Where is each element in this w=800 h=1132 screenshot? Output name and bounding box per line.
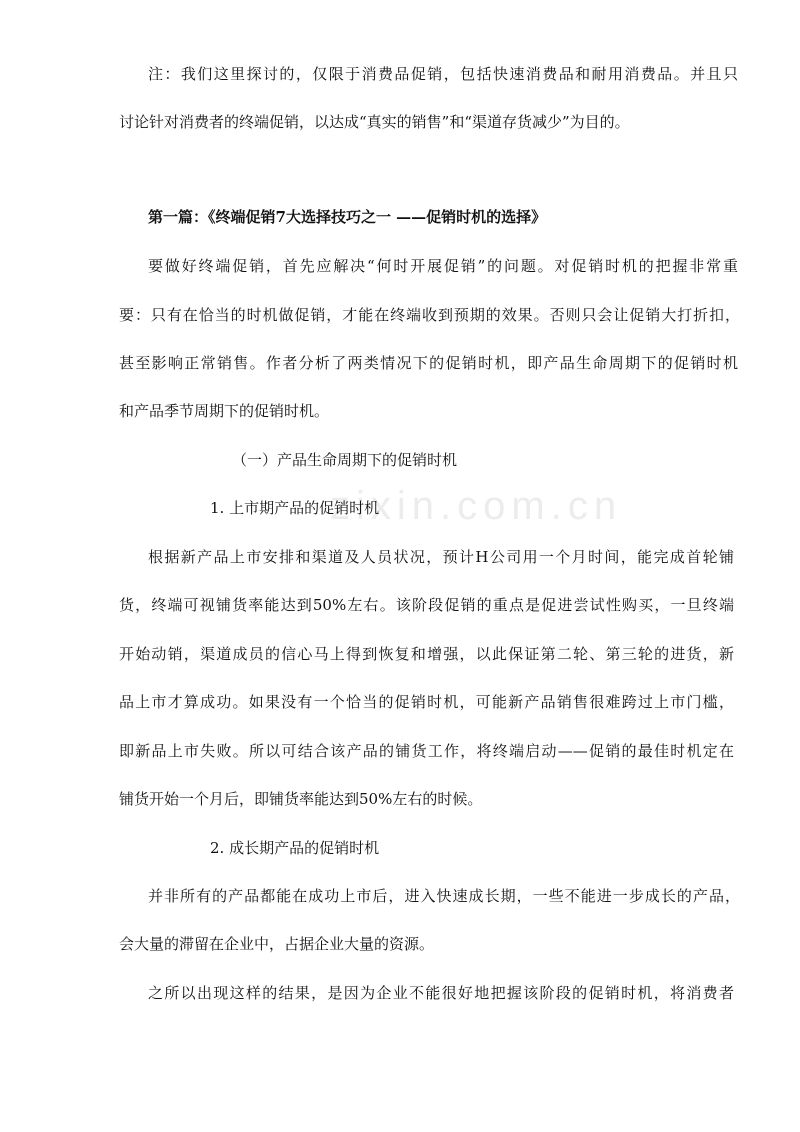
sub-2-line-3: 之所以出现这样的结果，是因为企业不能很好地把握该阶段的促销时机，将消费者 (148, 984, 734, 1002)
section-1-title: （一）产品生命周期下的促销时机 (232, 451, 458, 469)
sub-2-title: 2. 成长期产品的促销时机 (210, 839, 380, 857)
intro-line-1: 要做好终端促销，首先应解决“何时开展促销”的问题。对促销时机的把握非常重 (148, 257, 738, 275)
sub-1-line-2: 货，终端可视铺货率能达到50%左右。该阶段促销的重点是促进尝试性购买，一旦终端 (119, 596, 734, 614)
intro-line-2: 要：只有在恰当的时机做促销，才能在终端收到预期的效果。否则只会让促销大打折扣， (119, 306, 740, 324)
note-line-2: 讨论针对消费者的终端促销，以达成“真实的销售”和“渠道存货减少”为目的。 (119, 113, 630, 131)
sub-2-line-1: 并非所有的产品都能在成功上市后，进入快速成长期，一些不能进一步成长的产品， (148, 887, 740, 905)
intro-line-4: 和产品季节周期下的促销时机。 (119, 402, 330, 420)
sub-2-line-2: 会大量的滞留在企业中，占据企业大量的资源。 (119, 935, 435, 953)
sub-1-line-6: 铺货开始一个月后，即铺货率能达到50%左右的时候。 (119, 790, 483, 808)
sub-1-line-4: 品上市才算成功。如果没有一个恰当的促销时机，可能新产品销售很难跨过上市门槛， (119, 693, 734, 711)
sub-1-line-1: 根据新产品上市安排和渠道及人员状况，预计H公司用一个月时间，能完成首轮铺 (148, 548, 734, 566)
watermark: zixin.com.cn (330, 484, 623, 528)
intro-line-3: 甚至影响正常销售。作者分析了两类情况下的促销时机，即产品生命周期下的促销时机 (119, 354, 738, 372)
sub-1-title: 1. 上市期产品的促销时机 (210, 499, 380, 517)
sub-1-line-3: 开始动销，渠道成员的信心马上得到恢复和增强，以此保证第二轮、第三轮的进货，新 (119, 645, 734, 663)
sub-1-line-5: 即新品上市失败。所以可结合该产品的铺货工作，将终端启动——促销的最佳时机定在 (119, 742, 734, 760)
chapter-title: 第一篇：《终端促销7大选择技巧之一 ——促销时机的选择》 (148, 208, 547, 226)
note-line-1: 注：我们这里探讨的，仅限于消费品促销，包括快速消费品和耐用消费品。并且只 (148, 65, 738, 83)
